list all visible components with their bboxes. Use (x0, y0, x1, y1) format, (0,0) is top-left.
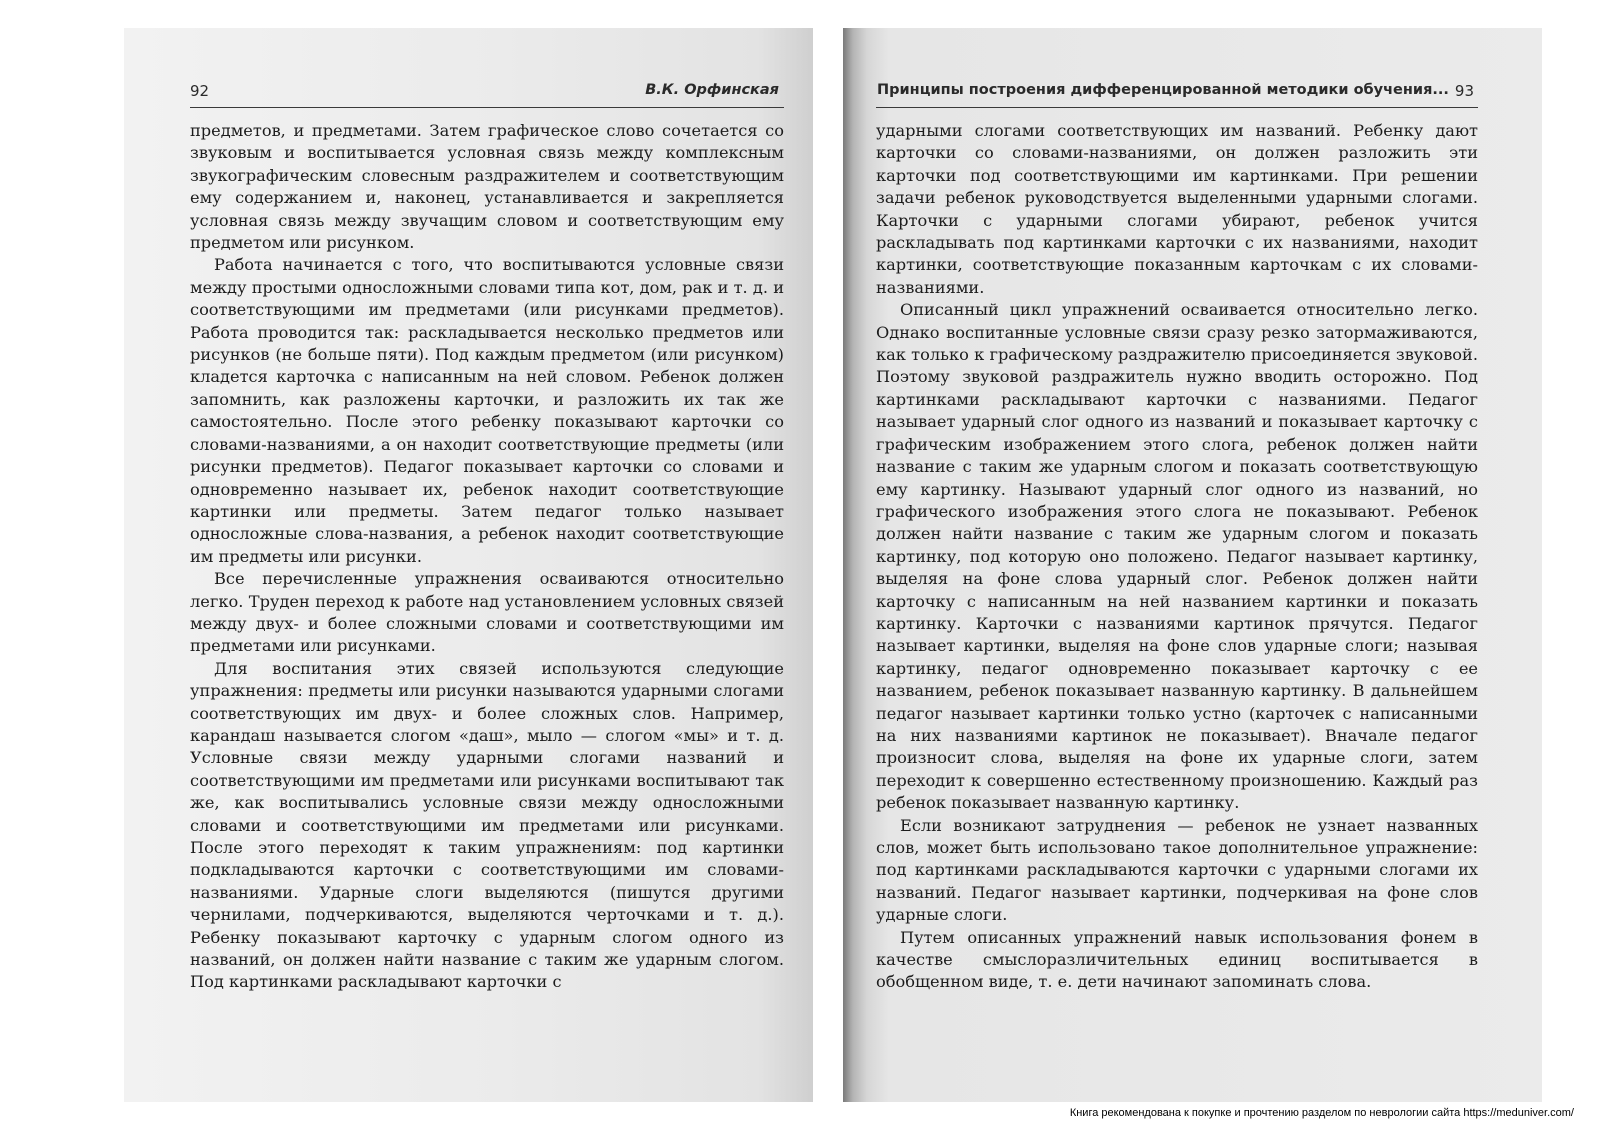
left-paragraph-1: предметов, и предметами. Затем графическое слово сочетается со звуковым и воспитывается условная связь между комплексным звукографическим словесным раздражителем и соответствующим ему содержанием и, наконец, устанавливается и закрепляется условная связь между звучащим словом и соответствующим ему предметом или рисунком. (190, 121, 784, 253)
right-paragraph-4: Путем описанных упражнений навык использования фонем в качестве смыслоразличительных единиц воспитывается в обобщенном виде, т. е. дети начинают запоминать слова. (876, 927, 1478, 992)
footer-note: Книга рекомендована к покупке и прочтению разделом по неврологии сайта https://meduniver.com/ (1069, 1107, 1574, 1119)
right-running-head-title: Принципы построения дифференцированной методики обучения... (877, 82, 1449, 98)
left-running-head-author: В.К. Орфинская (645, 82, 779, 98)
right-header-rule (876, 107, 1478, 108)
right-body-text (876, 120, 1478, 994)
left-body-text (190, 120, 784, 994)
right-page (843, 28, 1542, 1102)
right-paragraph-1: ударными слогами соответствующих им названий. Ребенку дают карточки со словами-названиями, он должен разложить эти карточки под соответствующими им картинками. При решении задачи ребенок руководствуется выделенными ударными слогами. Карточки с ударными слогами убирают, ребенок учится раскладывать под картинками карточки с их названиями, находит картинки, соответствующие показанным карточкам с их словами-названиями. (876, 121, 1478, 297)
left-paragraph-2: Работа начинается с того, что воспитываются условные связи между простыми односложными словами типа кот, дом, рак и т. д. и соответствующими им предметами (или рисунками предметов). Работа проводится так: раскладывается несколько предметов или рисунков (не больше пяти). Под каждым предметом (или рисунком) кладется карточка с написанным на ней словом. Ребенок должен запомнить, как разложены карточки, и разложить их так же самостоятельно. После этого ребенку показывают карточки со словами-названиями, а он находит соответствующие предметы (или рисунки предметов). Педагог показывает карточки со словами и одновременно называет их, ребенок находит соответствующие картинки или предметы. Затем педагог только называет односложные слова-названия, а ребенок находит соответствующие им предметы или рисунки. (190, 255, 784, 566)
left-page-number: 92 (190, 82, 210, 100)
right-page-number: 93 (1454, 82, 1474, 100)
right-paragraph-3: Если возникают затруднения — ребенок не узнает названных слов, может быть использовано такое дополнительное упражнение: под картинками раскладываются карточки с ударными слогами их названий. Педагог называет картинки, подчеркивая на фоне слов ударные слоги. (876, 815, 1478, 925)
left-header-rule (190, 107, 784, 108)
left-paragraph-4: Для воспитания этих связей используются следующие упражнения: предметы или рисунки называются ударными слогами соответствующих им двух- и более сложных слов. Например, карандаш называется слогом «даш», мыло — слогом «мы» и т. д. Условные связи между ударными слогами названий и соответствующими им предметами или рисунками воспитывают так же, как воспитывались условные связи между односложными словами и соответствующими им предметами или рисунками. После этого переходят к таким упражнениям: под картинки подкладываются карточки с соответствующими им словами-названиями. Ударные слоги выделяются (пишутся другими чернилами, подчеркиваются, выделяются черточками и т. д.). Ребенку показывают карточку с ударным слогом одного из названий, он должен найти название с таким же ударным слогом. Под картинками раскладывают карточки с (190, 658, 784, 992)
left-paragraph-3: Все перечисленные упражнения осваиваются относительно легко. Труден переход к работе над установлением условных связей между двух- и более сложными словами и соответствующими им предметами или рисунками. (190, 569, 784, 656)
left-page (124, 28, 813, 1102)
right-paragraph-2: Описанный цикл упражнений осваивается относительно легко. Однако воспитанные условные связи сразу резко затормаживаются, как только к графическому раздражителю присоединяется звуковой. Поэтому звуковой раздражитель нужно вводить осторожно. Под картинками раскладывают карточки с названиями. Педагог называет ударный слог одного из названий и показывает карточку с графическим изображением этого слога, ребенок должен найти название с таким же ударным слогом и показать соответствующую ему картинку. Называют ударный слог одного из названий, но графического изображения этого слога не показывают. Ребенок должен найти название с таким же ударным слогом и показать картинку, под которую оно положено. Педагог называет картинку, выделяя на фоне слова ударный слог. Ребенок должен найти карточку с написанным на ней названием картинки и показать картинку. Карточки с названиями картинок прячутся. Педагог называет картинки, выделяя на фоне слов ударные слоги; называя картинку, педагог одновременно показывает карточку с ее названием, ребенок показывает названную картинку. В дальнейшем педагог называет картинки только устно (карточек с написанными на них названиями картинок не показывает). Вначале педагог произносит слова, выделяя на фоне их ударные слоги, затем переходит к совершенно естественному произношению. Каждый раз ребенок показывает названную картинку. (876, 300, 1478, 813)
left-running-head (124, 82, 813, 106)
right-running-head (843, 82, 1542, 106)
